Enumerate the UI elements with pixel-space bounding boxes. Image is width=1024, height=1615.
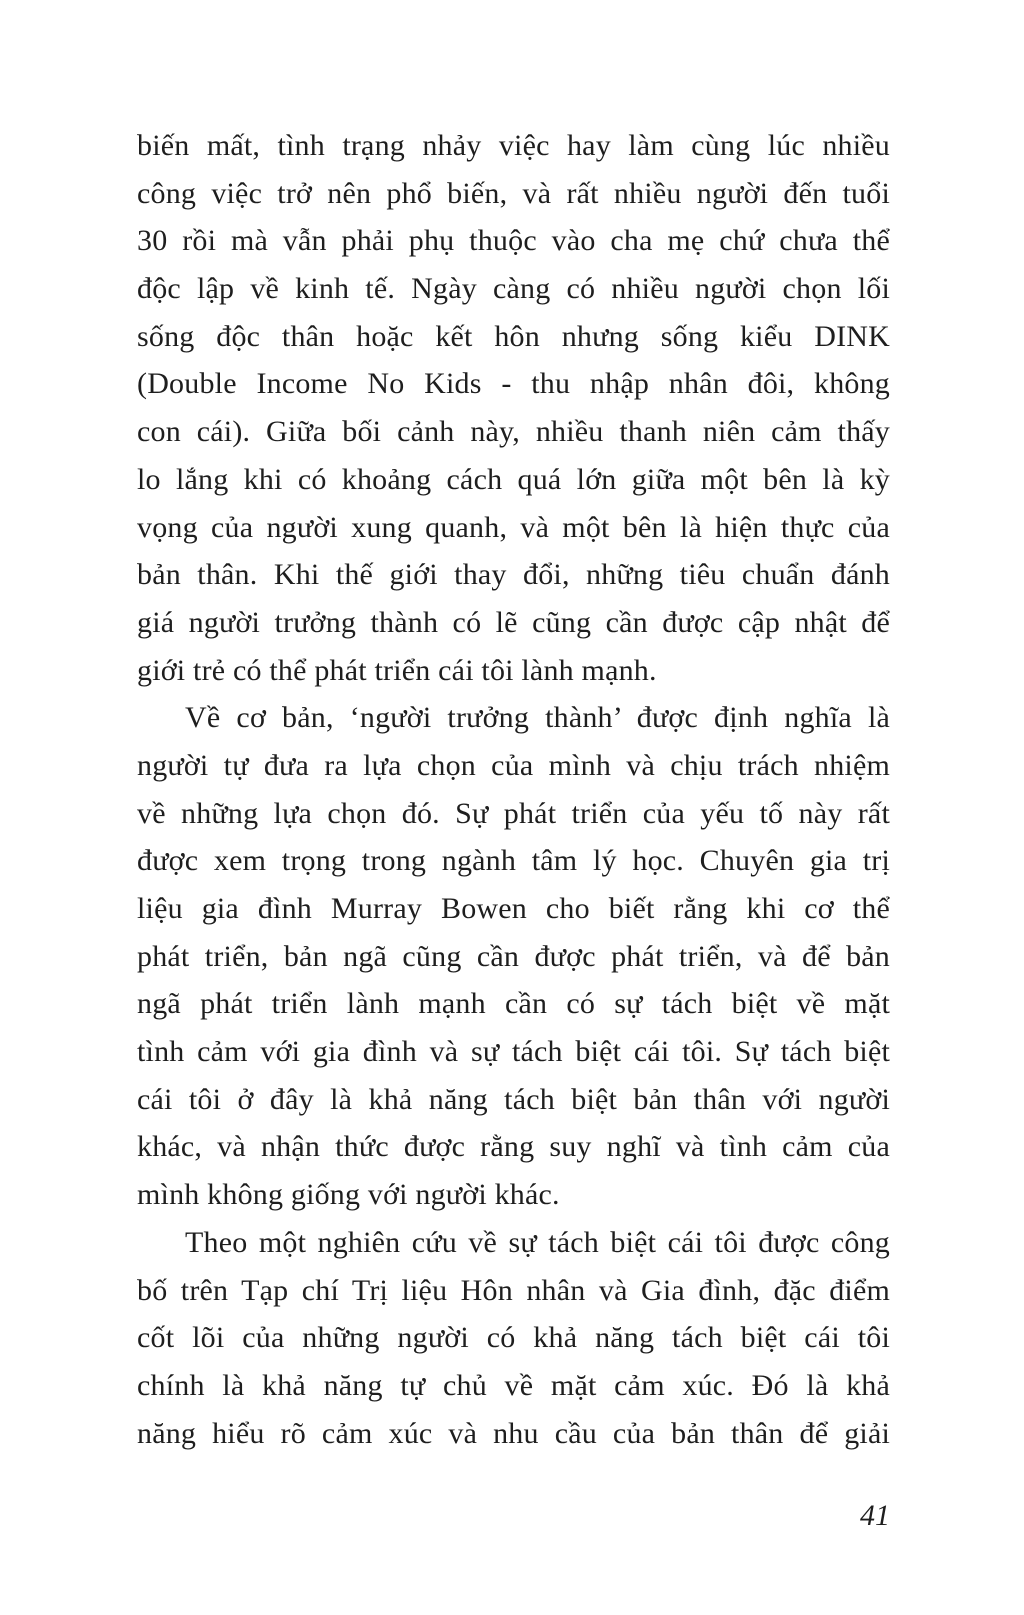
text-line: năng hiểu rõ cảm xúc và nhu cầu của bản thân để giải [137, 1416, 890, 1450]
text-line: giới trẻ có thể phát triển cái tôi lành mạnh. [137, 653, 657, 687]
page-number: 41 [860, 1499, 890, 1532]
text-line: biến mất, tình trạng nhảy việc hay làm cùng lúc nhiều [137, 129, 890, 162]
text-line: liệu gia đình Murray Bowen cho biết rằng khi cơ thể [137, 892, 890, 925]
text-line: về những lựa chọn đó. Sự phát triển của yếu tố này rất [137, 796, 890, 830]
text-line: cái tôi ở đây là khả năng tách biệt bản thân với người [137, 1082, 890, 1116]
paragraph [137, 694, 890, 1219]
text-line: phát triển, bản ngã cũng cần được phát triển, và để bản [137, 939, 890, 973]
text-line: 30 rồi mà vẫn phải phụ thuộc vào cha mẹ chứ chưa thể [137, 224, 890, 258]
text-line: giá người trưởng thành có lẽ cũng cần được cập nhật để [137, 605, 890, 639]
text-line: bản thân. Khi thế giới thay đổi, những tiêu chuẩn đánh [137, 558, 890, 592]
text-line: mình không giống với người khác. [137, 1178, 560, 1212]
text-line: công việc trở nên phổ biến, và rất nhiều người đến tuổi [137, 176, 890, 210]
text-line: độc lập về kinh tế. Ngày càng có nhiều người chọn lối [137, 272, 890, 306]
body-text [137, 122, 890, 1457]
text-line: con cái). Giữa bối cảnh này, nhiều thanh niên cảm thấy [137, 415, 890, 449]
paragraph [137, 122, 890, 694]
text-line: bố trên Tạp chí Trị liệu Hôn nhân và Gia đình, đặc điểm [137, 1273, 890, 1307]
text-line: khác, và nhận thức được rằng suy nghĩ và tình cảm của [137, 1130, 890, 1164]
text-line: Theo một nghiên cứu về sự tách biệt cái tôi được công [185, 1225, 890, 1259]
text-line: cốt lõi của những người có khả năng tách biệt cái tôi [137, 1321, 890, 1355]
paragraph [137, 1219, 890, 1457]
text-line: vọng của người xung quanh, và một bên là hiện thực của [137, 510, 890, 544]
text-line: người tự đưa ra lựa chọn của mình và chịu trách nhiệm [137, 748, 890, 782]
text-line: ngã phát triển lành mạnh cần có sự tách biệt về mặt [137, 987, 890, 1021]
text-line: tình cảm với gia đình và sự tách biệt cái tôi. Sự tách biệt [137, 1035, 890, 1069]
text-line: chính là khả năng tự chủ về mặt cảm xúc. Đó là khả [137, 1368, 890, 1402]
text-line: được xem trọng trong ngành tâm lý học. Chuyên gia trị [137, 844, 890, 878]
text-line: sống độc thân hoặc kết hôn nhưng sống kiểu DINK [137, 319, 890, 353]
text-line: Về cơ bản, ‘người trưởng thành’ được định nghĩa là [185, 701, 890, 735]
text-line: lo lắng khi có khoảng cách quá lớn giữa một bên là kỳ [137, 462, 890, 496]
text-line: (Double Income No Kids - thu nhập nhân đôi, không [137, 367, 890, 401]
